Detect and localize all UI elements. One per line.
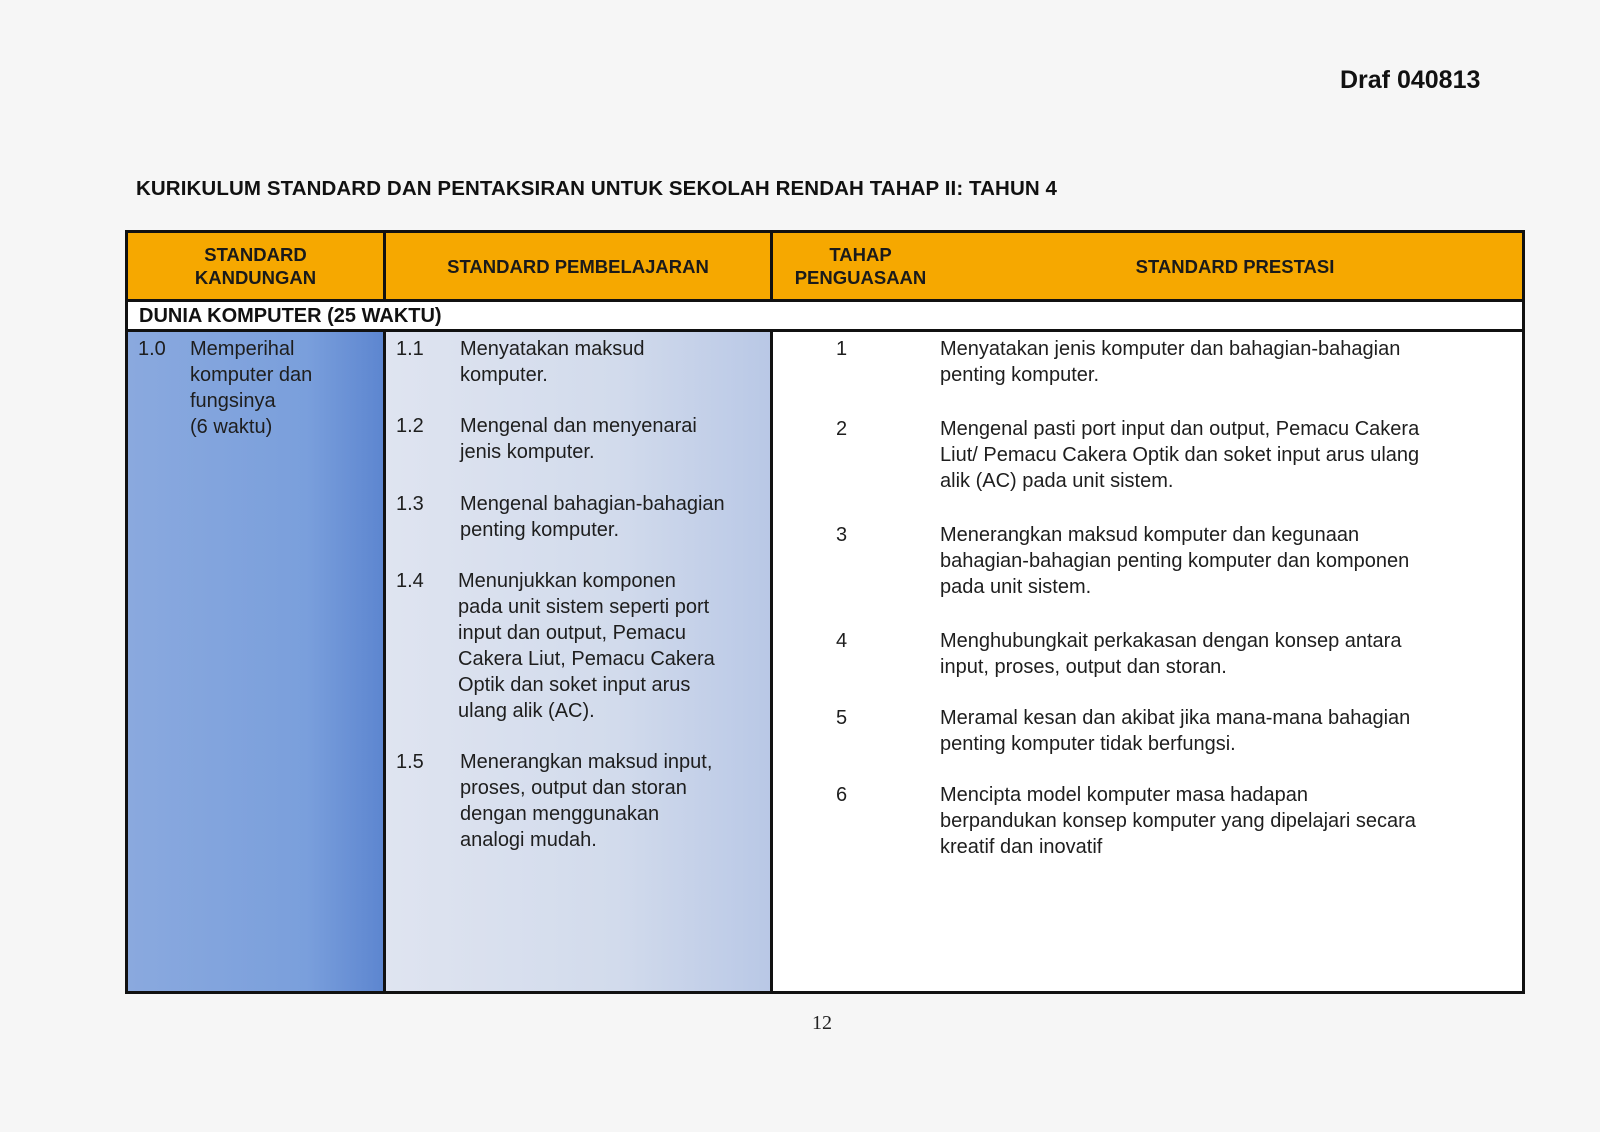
pembelajaran-line: Optik dan soket input arus — [458, 674, 691, 696]
pembelajaran-text — [458, 568, 758, 724]
prestasi-item-6 — [940, 782, 1500, 860]
prestasi-line: bahagian-bahagian penting komputer dan komponen — [940, 550, 1410, 572]
kandungan-line: komputer dan — [190, 364, 313, 386]
prestasi-line: Mencipta model komputer masa hadapan — [940, 784, 1308, 806]
prestasi-line: Menerangkan maksud komputer dan kegunaan — [940, 524, 1360, 546]
header-standard-kandungan-line1: STANDARD — [204, 244, 307, 265]
pembelajaran-line: dengan menggunakan — [460, 803, 660, 825]
prestasi-line: berpandukan konsep komputer yang dipelajari secara — [940, 810, 1416, 832]
pembelajaran-line: Cakera Liut, Pemacu Cakera — [458, 648, 715, 670]
kandungan-number: 1.0 — [138, 338, 166, 360]
draft-label: Draf 040813 — [1340, 66, 1481, 94]
header-tahap-penguasaan-line2: PENGUASAAN — [794, 267, 927, 288]
tahap-level-5: 5 — [836, 707, 848, 729]
prestasi-line: Meramal kesan dan akibat jika mana-mana bahagian — [940, 707, 1411, 729]
tahap-level-4: 4 — [836, 630, 848, 652]
pembelajaran-column — [386, 332, 773, 991]
prestasi-item-3 — [940, 522, 1500, 600]
pembelajaran-text — [460, 491, 760, 543]
tahap-level-1: 1 — [836, 338, 848, 360]
pembelajaran-line: komputer. — [460, 364, 548, 386]
pembelajaran-line: Mengenal bahagian-bahagian — [460, 493, 725, 515]
pembelajaran-number: 1.4 — [396, 570, 424, 592]
header-tahap-penguasaan-line1: TAHAP — [829, 244, 892, 265]
pembelajaran-text — [460, 413, 760, 465]
pembelajaran-line: Menunjukkan komponen — [458, 570, 676, 592]
prestasi-line: alik (AC) pada unit sistem. — [940, 470, 1174, 492]
prestasi-item-5 — [940, 705, 1500, 757]
kandungan-line: Memperihal — [190, 338, 295, 360]
header-tahap-penguasaan — [773, 233, 948, 299]
document-title: KURIKULUM STANDARD DAN PENTAKSIRAN UNTUK SEKOLAH RENDAH TAHAP II: TAHUN 4 — [136, 177, 1058, 200]
tahap-level-6: 6 — [836, 784, 848, 806]
pembelajaran-line: analogi mudah. — [460, 829, 597, 851]
pembelajaran-line: penting komputer. — [460, 519, 619, 541]
prestasi-line: input, proses, output dan storan. — [940, 656, 1227, 678]
curriculum-table — [125, 230, 1525, 994]
pembelajaran-number: 1.5 — [396, 751, 424, 773]
pembelajaran-line: jenis komputer. — [460, 441, 595, 463]
prestasi-line: penting komputer. — [940, 364, 1099, 386]
prestasi-item-4 — [940, 628, 1500, 680]
prestasi-item-1 — [940, 336, 1500, 388]
header-standard-prestasi-label: STANDARD PRESTASI — [1135, 255, 1335, 277]
prestasi-line: pada unit sistem. — [940, 576, 1092, 598]
pembelajaran-line: input dan output, Pemacu — [458, 622, 686, 644]
pembelajaran-line: ulang alik (AC). — [458, 700, 595, 722]
header-standard-prestasi — [948, 233, 1522, 299]
prestasi-item-2 — [940, 416, 1500, 494]
kandungan-column — [128, 332, 386, 991]
pembelajaran-line: Menerangkan maksud input, — [460, 751, 713, 773]
prestasi-line: penting komputer tidak berfungsi. — [940, 733, 1236, 755]
kandungan-line: (6 waktu) — [190, 416, 273, 438]
pembelajaran-line: Mengenal dan menyenarai — [460, 415, 697, 437]
kandungan-text — [190, 336, 380, 440]
header-standard-pembelajaran-label: STANDARD PEMBELAJARAN — [447, 255, 709, 277]
prestasi-line: Menyatakan jenis komputer dan bahagian-bahagian — [940, 338, 1401, 360]
page-number: 12 — [812, 1012, 832, 1034]
pembelajaran-number: 1.1 — [396, 338, 424, 360]
pembelajaran-number: 1.3 — [396, 493, 424, 515]
prestasi-line: Mengenal pasti port input dan output, Pemacu Cakera — [940, 418, 1420, 440]
header-standard-pembelajaran — [386, 233, 773, 299]
tahap-level-2: 2 — [836, 418, 848, 440]
pembelajaran-line: pada unit sistem seperti port — [458, 596, 710, 618]
pembelajaran-line: Menyatakan maksud — [460, 338, 645, 360]
prestasi-line: kreatif dan inovatif — [940, 836, 1103, 858]
header-standard-kandungan — [128, 233, 386, 299]
tahap-level-3: 3 — [836, 524, 848, 546]
pembelajaran-text — [460, 749, 760, 853]
kandungan-line: fungsinya — [190, 390, 276, 412]
prestasi-line: Menghubungkait perkakasan dengan konsep antara — [940, 630, 1402, 652]
prestasi-line: Liut/ Pemacu Cakera Optik dan soket input arus ulang — [940, 444, 1420, 466]
header-standard-kandungan-line2: KANDUNGAN — [194, 267, 317, 288]
pembelajaran-number: 1.2 — [396, 415, 424, 437]
pembelajaran-text — [460, 336, 760, 388]
section-title: DUNIA KOMPUTER (25 WAKTU) — [128, 302, 1522, 329]
pembelajaran-line: proses, output dan storan — [460, 777, 687, 799]
